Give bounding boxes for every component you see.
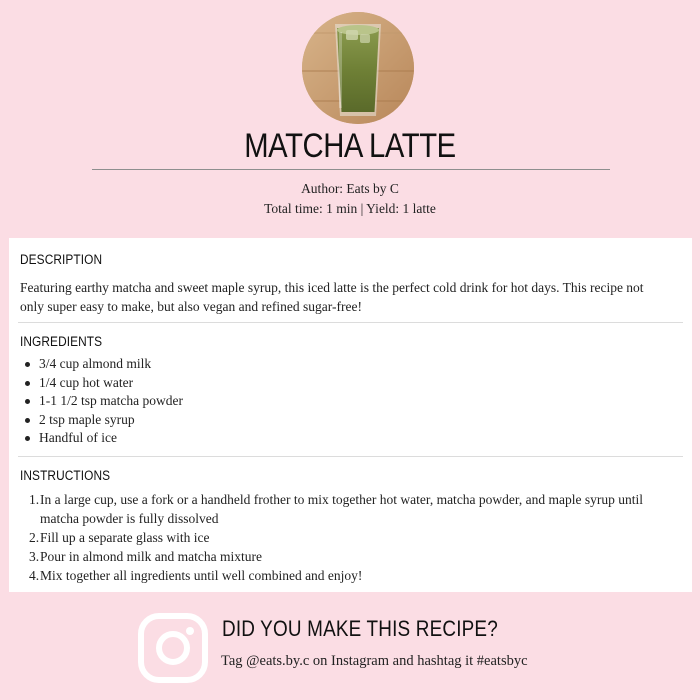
- ingredient-item: 1/4 cup hot water: [20, 374, 183, 393]
- ingredient-item: Handful of ice: [20, 429, 183, 448]
- step-number: 1.: [29, 492, 40, 507]
- ingredients-list: [20, 355, 183, 448]
- recipe-card: [9, 238, 692, 592]
- section-divider: [18, 456, 683, 457]
- instagram-icon[interactable]: [137, 612, 209, 684]
- recipe-photo: [302, 12, 414, 124]
- step-number: 4.: [29, 568, 40, 583]
- step-number: 2.: [29, 530, 40, 545]
- instructions-heading: INSTRUCTIONS: [20, 468, 111, 483]
- ingredient-item: 1-1 1/2 tsp matcha powder: [20, 392, 183, 411]
- instruction-step: [20, 547, 670, 566]
- ingredients-heading: INGREDIENTS: [20, 334, 103, 349]
- instruction-step: [20, 528, 670, 547]
- description-text: Featuring earthy matcha and sweet maple syrup, this iced latte is the perfect cold drink for hot days. This recipe not only super easy to make, but also vegan and refined sugar-free!: [20, 280, 644, 314]
- recipe-author: Author: Eats by C: [301, 181, 399, 196]
- recipe-title: MATCHA LATTE: [244, 127, 456, 165]
- step-text: Fill up a separate glass with ice: [40, 530, 210, 545]
- instructions-list: [20, 490, 670, 585]
- step-number: 3.: [29, 549, 40, 564]
- description-heading: DESCRIPTION: [20, 252, 103, 267]
- section-divider: [18, 322, 683, 323]
- ingredient-item: 2 tsp maple syrup: [20, 411, 183, 430]
- recipe-time-yield: Total time: 1 min | Yield: 1 latte: [264, 201, 436, 216]
- step-text: Mix together all ingredients until well combined and enjoy!: [40, 568, 363, 583]
- title-divider: [92, 169, 610, 170]
- instruction-step: [20, 566, 670, 585]
- instruction-step: [20, 490, 670, 528]
- matcha-latte-image: [302, 12, 414, 124]
- step-text: Pour in almond milk and matcha mixture: [40, 549, 262, 564]
- step-text: In a large cup, use a fork or a handheld frother to mix together hot water, matcha powder, and maple syrup until matcha powder is fully dissolved: [40, 492, 643, 526]
- ingredient-item: 3/4 cup almond milk: [20, 355, 183, 374]
- cta-text: Tag @eats.by.c on Instagram and hashtag it #eatsbyc: [221, 653, 528, 669]
- cta-title: DID YOU MAKE THIS RECIPE?: [222, 616, 498, 641]
